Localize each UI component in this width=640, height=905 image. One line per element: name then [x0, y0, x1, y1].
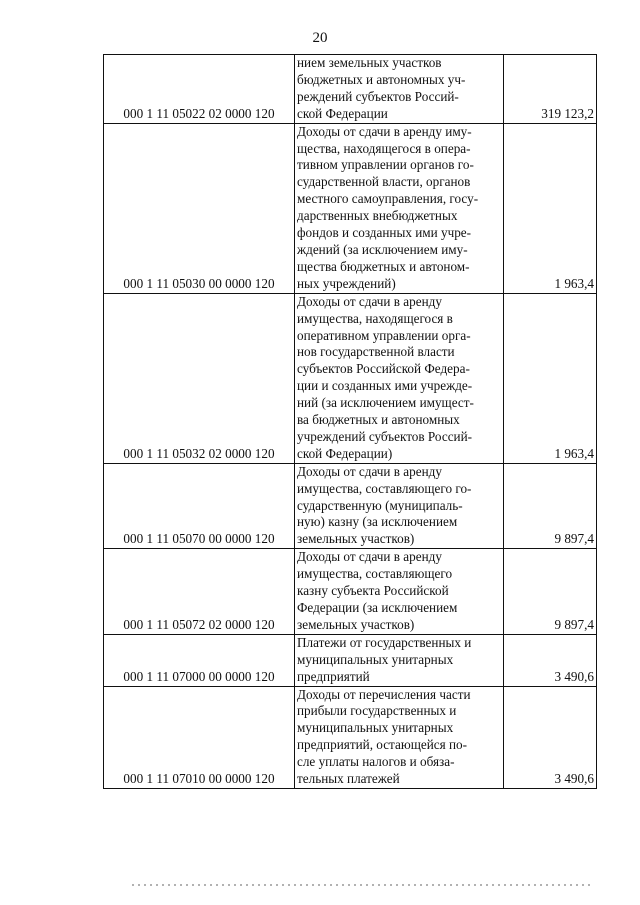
revenue-name-line: нов государственной власти	[297, 344, 455, 360]
table-row	[104, 549, 597, 635]
revenue-name-line: земельных участков)	[297, 531, 415, 547]
revenue-name-cell	[295, 463, 504, 549]
budget-code-cell: 000 1 11 07010 00 0000 120	[104, 686, 295, 788]
table-row	[104, 293, 597, 463]
revenue-name-line: Доходы от сдачи в аренду иму-	[297, 123, 472, 139]
budget-code-cell: 000 1 11 05072 02 0000 120	[104, 549, 295, 635]
revenue-name-line: учреждений субъектов Россий-	[297, 428, 473, 444]
revenue-name-line: тельных платежей	[297, 771, 400, 787]
budget-code-cell: 000 1 11 05032 02 0000 120	[104, 293, 295, 463]
revenue-name-cell	[295, 293, 504, 463]
revenue-name-line: ции и созданных ими учрежде-	[297, 378, 473, 394]
revenue-name-line: нием земельных участков	[297, 55, 442, 70]
revenue-name-line: Доходы от сдачи в аренду	[297, 549, 442, 565]
budget-code-cell: 000 1 11 07000 00 0000 120	[104, 634, 295, 686]
revenue-name-line: Платежи от государственных и	[297, 634, 472, 650]
revenue-name-cell	[295, 549, 504, 635]
revenue-name-line: земельных участков)	[297, 616, 415, 632]
revenue-name-line: предприятий, остающейся по-	[297, 737, 468, 753]
table-row	[104, 634, 597, 686]
table-body	[104, 55, 597, 789]
revenue-name-cell	[295, 686, 504, 788]
revenue-name-line: ской Федерации	[297, 105, 388, 121]
revenue-name-line: муниципальных унитарных	[297, 651, 454, 667]
revenue-name-line: Федерации (за исключением	[297, 600, 458, 615]
revenue-name-line: оперативном управлении орга-	[297, 327, 471, 343]
table-row	[104, 123, 597, 293]
revenue-name-line: имущества, составляющего го-	[297, 480, 472, 496]
revenue-name-line: щества бюджетных и автоном-	[297, 258, 470, 274]
revenue-name-line: тивном управлении органов го-	[297, 157, 474, 173]
amount-cell: 1 963,4	[504, 123, 597, 293]
table-row	[104, 463, 597, 549]
revenue-name-line: ную) казну (за исключением	[297, 514, 458, 530]
revenue-name-line: сле уплаты налогов и обяза-	[297, 754, 455, 770]
revenue-name-line: имущества, находящегося в	[297, 310, 453, 326]
revenue-name-line: местного самоуправления, госу-	[297, 191, 479, 207]
budget-code-cell: 000 1 11 05030 00 0000 120	[104, 123, 295, 293]
revenue-name-line: ний (за исключением имущест-	[297, 395, 474, 411]
revenue-name-line: реждений субъектов Россий-	[297, 88, 459, 104]
amount-cell: 3 490,6	[504, 634, 597, 686]
revenue-name-line: бюджетных и автономных уч-	[297, 71, 466, 87]
amount-cell: 319 123,2	[504, 55, 597, 124]
budget-code-cell: 000 1 11 05022 02 0000 120	[104, 55, 295, 124]
revenue-name-line: Доходы от сдачи в аренду	[297, 463, 442, 479]
revenue-name-line: ва бюджетных и автономных	[297, 412, 460, 428]
revenue-name-line: фондов и созданных ими учре-	[297, 225, 472, 241]
revenue-name-cell	[295, 55, 504, 124]
revenue-name-line: прибыли государственных и	[297, 703, 457, 719]
revenue-name-cell	[295, 634, 504, 686]
revenue-name-line: Доходы от сдачи в аренду	[297, 293, 442, 309]
revenue-name-cell	[295, 123, 504, 293]
amount-cell: 1 963,4	[504, 293, 597, 463]
revenue-name-line: сударственной власти, органов	[297, 174, 471, 190]
budget-revenue-table	[103, 54, 597, 789]
revenue-name-line: дарственных внебюджетных	[297, 208, 458, 224]
page-bottom-edge	[130, 884, 590, 886]
revenue-name-line: ных учреждений)	[297, 275, 396, 291]
budget-code-cell: 000 1 11 05070 00 0000 120	[104, 463, 295, 549]
revenue-name-line: щества, находящегося в опера-	[297, 140, 471, 156]
revenue-name-line: предприятий	[297, 668, 370, 684]
revenue-name-line: муниципальных унитарных	[297, 720, 454, 736]
revenue-name-line: Доходы от перечисления части	[297, 686, 471, 702]
amount-cell: 9 897,4	[504, 549, 597, 635]
revenue-name-line: имущества, составляющего	[297, 566, 453, 582]
revenue-name-line: субъектов Российской Федера-	[297, 361, 470, 377]
table-row	[104, 686, 597, 788]
table-row	[104, 55, 597, 124]
page-number: 20	[312, 30, 328, 46]
amount-cell: 3 490,6	[504, 686, 597, 788]
amount-cell: 9 897,4	[504, 463, 597, 549]
revenue-name-line: казну субъекта Российской	[297, 583, 449, 599]
revenue-name-line: ждений (за исключением иму-	[297, 241, 468, 257]
revenue-name-line: ской Федерации)	[297, 445, 393, 461]
revenue-name-line: сударственную (муниципаль-	[297, 497, 463, 513]
